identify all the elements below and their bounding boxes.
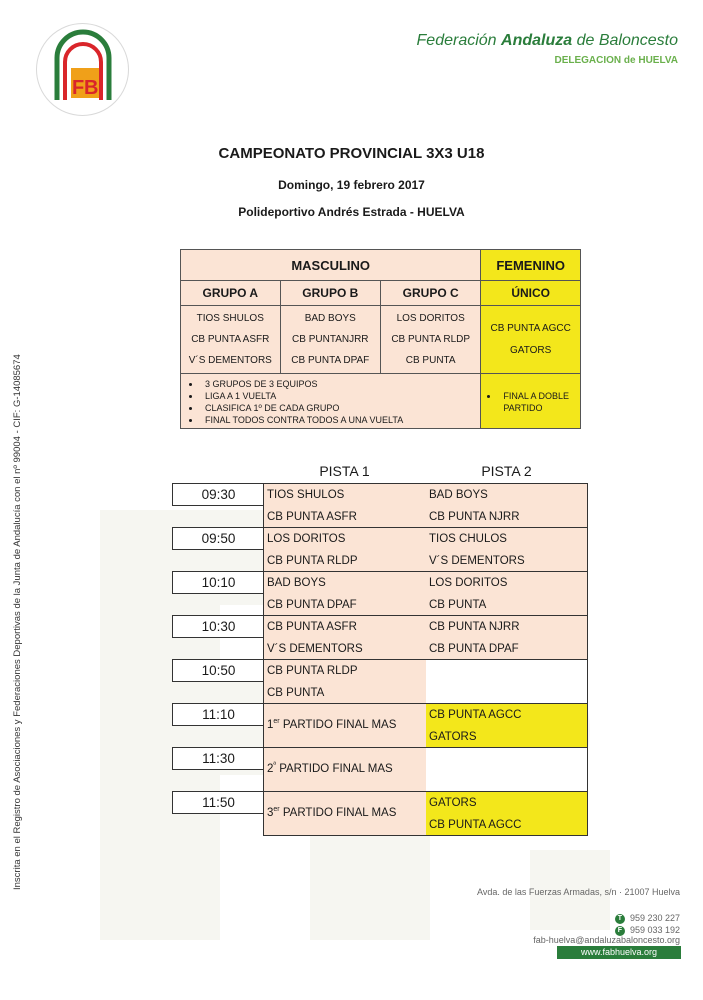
pista-2-empty [426, 747, 588, 792]
grupo-a-teams [181, 306, 281, 374]
fax-number: 959 033 192 [629, 925, 680, 935]
team-name: CB PUNTA NJRR [429, 511, 520, 523]
schedule-row [172, 527, 587, 571]
slot-time: 09:50 [172, 527, 265, 550]
schedule-row [172, 571, 587, 615]
pista-2-match [426, 527, 588, 572]
pista-2-empty [426, 659, 588, 704]
schedule-row [172, 791, 587, 835]
federation-name: Federación Andaluza de Baloncesto [416, 32, 678, 49]
pista-1-header: PISTA 1 [319, 463, 370, 479]
final-label: $2^ª$ PARTIDO FINAL MAS [267, 762, 393, 775]
event-date: Domingo, 19 febrero 2017 [278, 178, 425, 192]
footer-address: Avda. de las Fuerzas Armadas, s/n · 21007 Huelva [477, 887, 680, 897]
pista-1-final [263, 791, 427, 836]
note-item: • FINAL TODOS CONTRA TODOS A UNA VUELTA [201, 414, 480, 426]
team-name: GATORS [510, 344, 552, 356]
slot-time: 11:10 [172, 703, 265, 726]
team-name: LOS DORITOS [396, 313, 465, 324]
final-label: 1er PARTIDO FINAL MAS [267, 718, 397, 731]
grupo-c-header: GRUPO C [381, 281, 481, 306]
team-name: CB PUNTA ASFR [267, 511, 357, 523]
event-venue: Polideportivo Andrés Estrada - HUELVA [238, 205, 465, 219]
team-name: CB PUNTA RLDP [267, 555, 358, 567]
masculino-header: MASCULINO [181, 250, 481, 281]
team-name: V´S DEMENTORS [188, 355, 272, 366]
pista-2-header: PISTA 2 [481, 463, 532, 479]
schedule-table [172, 483, 587, 835]
femenino-header: FEMENINO [481, 250, 581, 281]
pista-2-match [426, 791, 588, 836]
team-name: TIOS SHULOS [196, 313, 264, 324]
team-name: LOS DORITOS [267, 533, 346, 545]
pista-1-match [263, 659, 427, 704]
pista-2-match [426, 483, 588, 528]
team-name: TIOS CHULOS [429, 533, 507, 545]
pista-1-match [263, 615, 427, 660]
fab-logo [35, 22, 130, 117]
note-item: • FINAL A DOBLE PARTIDO [499, 390, 580, 414]
team-name: V´S DEMENTORS [429, 555, 525, 567]
svg-text:B.: B. [84, 77, 104, 99]
femenino-notes [481, 374, 581, 429]
team-name: CB PUNTA DPAF [267, 599, 357, 611]
schedule-row [172, 747, 587, 791]
phone-icon: T [615, 914, 625, 924]
pista-2-match [426, 615, 588, 660]
footer-phones [560, 912, 680, 936]
team-name: CB PUNTA [429, 599, 487, 611]
team-name: V´S DEMENTORS [267, 643, 363, 655]
page-title: CAMPEONATO PROVINCIAL 3X3 U18 [218, 145, 485, 162]
pista-1-final [263, 703, 427, 748]
pista-1-match [263, 483, 427, 528]
note-item: • LIGA A 1 VUELTA [201, 390, 480, 402]
slot-time: 10:50 [172, 659, 265, 682]
phone-number: 959 230 227 [629, 913, 680, 923]
final-label: 3er PARTIDO FINAL MAS [267, 806, 397, 819]
team-name: CB PUNTA ASFR [267, 621, 357, 633]
footer-website[interactable]: www.fabhuelva.org [557, 946, 681, 959]
unico-teams [481, 306, 581, 374]
slot-time: 11:50 [172, 791, 265, 814]
team-name: GATORS [429, 731, 477, 743]
schedule-row [172, 483, 587, 527]
schedule-row [172, 659, 587, 703]
note-item: • CLASIFICA 1º DE CADA GRUPO [201, 402, 480, 414]
slot-time: 11:30 [172, 747, 265, 770]
team-name: CB PUNTA AGCC [429, 709, 522, 721]
team-name: CB PUNTA [405, 355, 456, 366]
note-item: • 3 GRUPOS DE 3 EQUIPOS [201, 378, 480, 390]
team-name: LOS DORITOS [429, 577, 508, 589]
grupo-b-teams [280, 306, 380, 374]
team-name: CB PUNTA ASFR [191, 334, 270, 345]
footer-email[interactable]: fab-huelva@andaluzabaloncesto.org [533, 935, 680, 945]
team-name: CB PUNTA DPAF [291, 355, 370, 366]
pista-1-match [263, 527, 427, 572]
schedule-row [172, 703, 587, 747]
team-name: BAD BOYS [429, 489, 488, 501]
pista-2-match [426, 703, 588, 748]
team-name: CB PUNTA RLDP [391, 334, 471, 345]
unico-header: ÚNICO [481, 281, 581, 306]
svg-text:F: F [72, 77, 85, 99]
fax-icon: F [615, 926, 625, 936]
pista-2-match [426, 571, 588, 616]
team-name: CB PUNTA AGCC [490, 322, 571, 334]
team-name: BAD BOYS [267, 577, 326, 589]
slot-time: 10:10 [172, 571, 265, 594]
team-name: CB PUNTANJRR [292, 334, 369, 345]
team-name: CB PUNTA NJRR [429, 621, 520, 633]
grupo-b-header: GRUPO B [280, 281, 380, 306]
team-name: CB PUNTA RLDP [267, 665, 358, 677]
masculino-notes [181, 374, 481, 429]
pista-1-final [263, 747, 427, 792]
team-name: CB PUNTA DPAF [429, 643, 519, 655]
grupo-a-header: GRUPO A [181, 281, 281, 306]
pista-1-match [263, 571, 427, 616]
team-name: CB PUNTA [267, 687, 325, 699]
team-name: BAD BOYS [304, 313, 356, 324]
team-name: CB PUNTA AGCC [429, 819, 522, 831]
grupo-c-teams [381, 306, 481, 374]
delegation-name: DELEGACION de HUELVA [554, 55, 678, 66]
team-name: TIOS SHULOS [267, 489, 345, 501]
team-name: GATORS [429, 797, 477, 809]
slot-time: 09:30 [172, 483, 265, 506]
schedule-row [172, 615, 587, 659]
groups-table [180, 249, 581, 429]
registry-side-text: Inscrita en el Registro de Asociaciones y Federaciones Deportivas de la Junta de Andalucía con el nº 99004 - CIF: G-14085674 [12, 354, 23, 890]
slot-time: 10:30 [172, 615, 265, 638]
